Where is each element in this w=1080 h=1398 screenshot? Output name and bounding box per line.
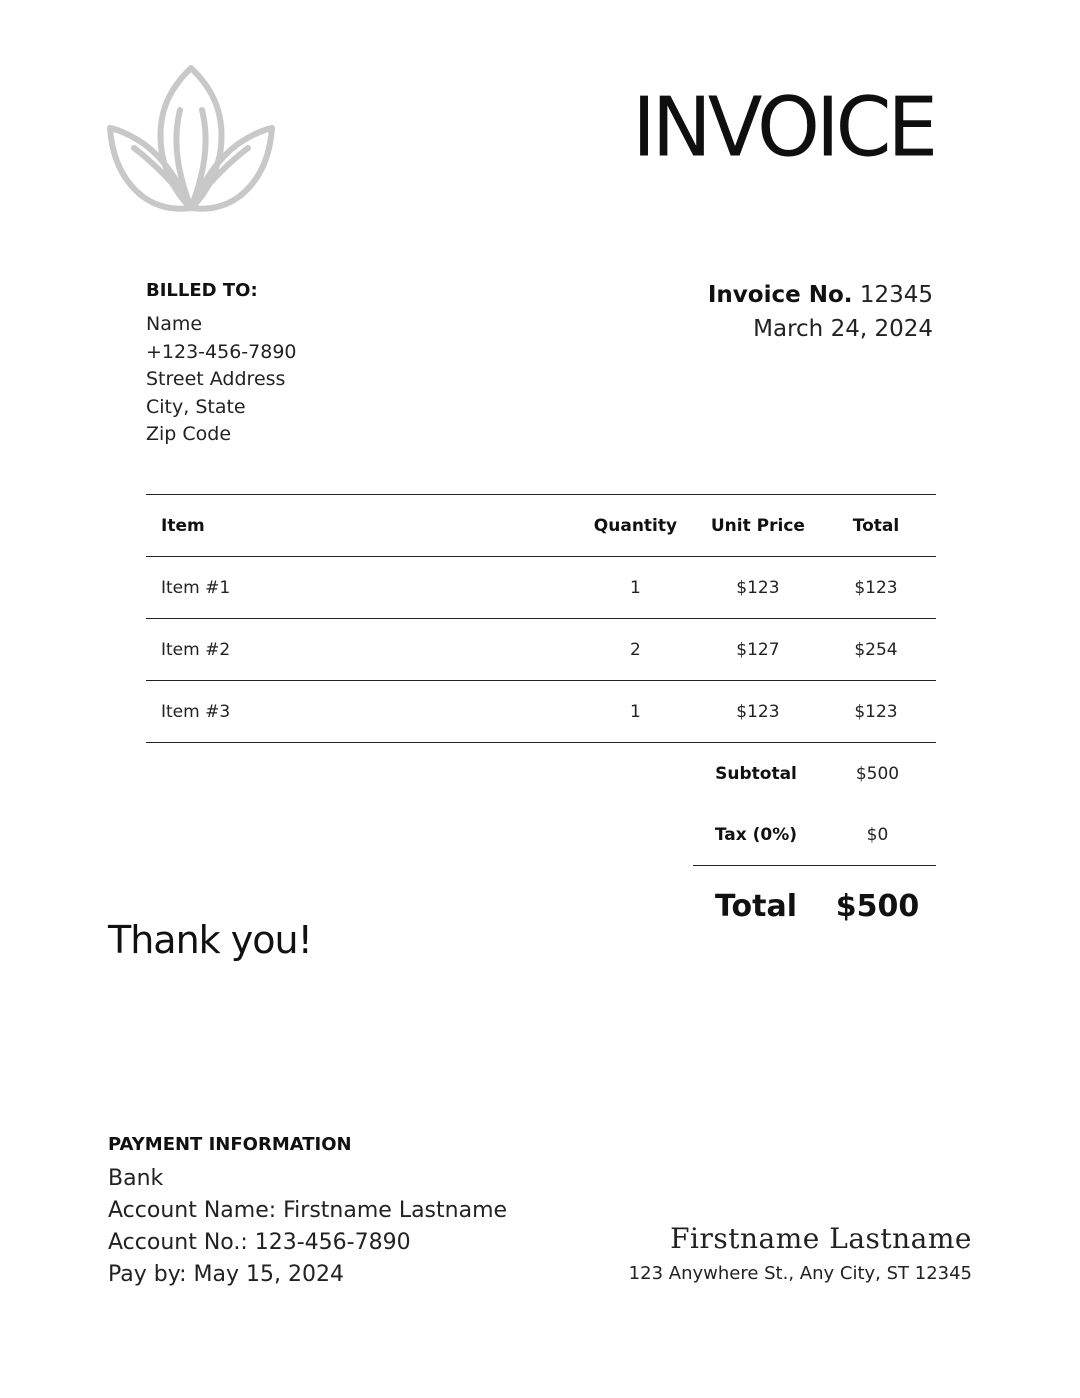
billed-to-street: Street Address: [146, 368, 286, 390]
item-unit-price: $127: [700, 619, 816, 681]
item-unit-price: $123: [700, 681, 816, 743]
payment-bank: Bank: [108, 1166, 164, 1191]
table-row: [146, 557, 936, 619]
tax-value: $0: [866, 824, 889, 845]
billed-to-label: BILLED TO:: [146, 280, 258, 301]
item-name: Item #3: [146, 681, 571, 743]
tax-row: [693, 804, 936, 865]
item-total: $254: [816, 619, 936, 681]
invoice-number: 12345: [859, 282, 933, 308]
billed-to-phone: +123-456-7890: [146, 340, 297, 363]
item-quantity: 1: [571, 557, 700, 619]
payment-account-number: Account No.: 123-456-7890: [108, 1230, 411, 1255]
invoice-date: March 24, 2024: [753, 316, 933, 342]
sender-info: [629, 1222, 972, 1284]
item-total: $123: [816, 557, 936, 619]
lotus-logo: [106, 64, 276, 212]
billed-to-city: City, State: [146, 395, 246, 418]
column-header-unit-price: Unit Price: [700, 495, 816, 557]
grand-total-label: Total: [715, 888, 797, 924]
grand-total-row: [693, 866, 936, 946]
invoice-number-label: Invoice No.: [707, 282, 853, 308]
payment-information: [108, 1134, 507, 1291]
invoice-number-line: [708, 278, 933, 312]
items-table: [146, 494, 936, 743]
column-header-quantity: Quantity: [571, 495, 700, 557]
totals-summary: [693, 743, 936, 946]
lotus-icon: [106, 64, 276, 212]
table-row: [146, 681, 936, 743]
sender-name: Firstname Lastname: [670, 1222, 972, 1255]
billed-to-zip: Zip Code: [146, 423, 232, 445]
sender-address: 123 Anywhere St., Any City, ST 12345: [628, 1263, 972, 1284]
thank-you-message: Thank you!: [108, 918, 312, 962]
item-quantity: 2: [571, 619, 700, 681]
invoice-title: INVOICE: [632, 80, 934, 175]
grand-total-value: $500: [835, 888, 920, 924]
payment-due-date: Pay by: May 15, 2024: [108, 1262, 345, 1287]
billed-to-name: Name: [146, 313, 203, 335]
column-header-item: Item: [146, 495, 571, 557]
item-total: $123: [816, 681, 936, 743]
table-row: [146, 619, 936, 681]
item-unit-price: $123: [700, 557, 816, 619]
item-name: Item #1: [146, 557, 571, 619]
column-header-total: Total: [816, 495, 936, 557]
subtotal-value: $500: [855, 763, 900, 784]
tax-label: Tax (0%): [714, 824, 798, 845]
payment-account-name: Account Name: Firstname Lastname: [108, 1198, 508, 1223]
table-header-row: [146, 495, 936, 557]
payment-label: PAYMENT INFORMATION: [108, 1134, 352, 1155]
item-quantity: 1: [571, 681, 700, 743]
billed-to-section: [146, 280, 297, 449]
invoice-meta: [708, 278, 933, 346]
item-name: Item #2: [146, 619, 571, 681]
subtotal-label: Subtotal: [715, 763, 797, 784]
subtotal-row: [693, 743, 936, 804]
